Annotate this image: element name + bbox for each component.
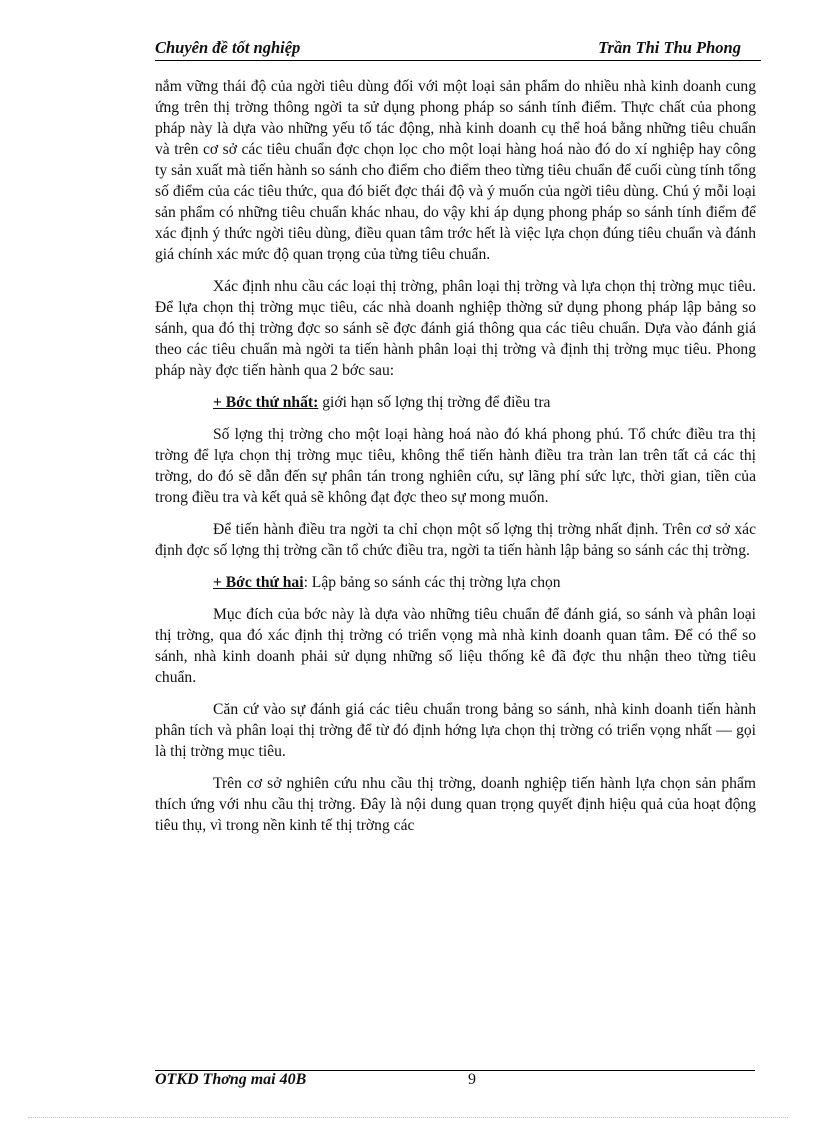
header-author: Trần Thi Thu Phong	[598, 38, 741, 57]
paragraph: Để tiến hành điều tra ngời ta chỉ chọn một số lợng thị trờng nhất định. Trên cơ sở xác định đợc số lợng thị trờng cần tổ chức điều tra, ngời ta tiến hành lập bảng so sánh các thị trờng.	[155, 521, 756, 559]
step-one	[155, 392, 756, 413]
page-header	[155, 38, 761, 61]
step-one-text: giới hạn số lợng thị trờng để điều tra	[318, 394, 551, 411]
page-edge-divider	[28, 1117, 788, 1118]
header-title: Chuyên đề tốt nghiệp	[155, 38, 301, 57]
step-two	[155, 572, 756, 593]
page-number: 9	[468, 1071, 476, 1088]
paragraph: Xác định nhu cầu các loại thị trờng, phân loại thị trờng và lựa chọn thị trờng mục tiêu. Để lựa chọn thị trờng mục tiêu, các nhà doanh nghiệp thờng sử dụng phong pháp lập bảng so sánh, qua đó thị trờng đợc so sánh sẽ đợc đánh giá thông qua các tiêu chuẩn. Dựa vào đánh giá theo các tiêu chuẩn mà ngời ta tiến hành phân loại thị trờng và định thị trờng mục tiêu. Phong pháp này đợc tiến hành qua 2 bớc sau:	[155, 278, 756, 379]
page-footer	[155, 1070, 755, 1093]
step-two-text: : Lập bảng so sánh các thị trờng lựa chọn	[303, 574, 561, 591]
step-one-heading: + Bớc thứ nhất:	[213, 394, 319, 411]
paragraph: Số lợng thị trờng cho một loại hàng hoá nào đó khá phong phú. Tổ chức điều tra thị trờng để lựa chọn thị trờng mục tiêu, không thể tiến hành điều tra tràn lan trên tất cả các thị trờng, do đó sẽ dẫn đến sự phân tán trong nghiên cứu, sự lãng phí sức lực, thời gian, tiền của trong điều tra và kết quả sẽ không đạt đợc theo sự mong muốn.	[155, 426, 756, 506]
paragraph: Căn cứ vào sự đánh giá các tiêu chuẩn trong bảng so sánh, nhà kinh doanh tiến hành phân tích và phân loại thị trờng để từ đó định hớng lựa chọn thị trờng có triển vọng nhất — gọi là thị trờng mục tiêu.	[155, 701, 756, 760]
page-body	[155, 76, 756, 847]
paragraph: Trên cơ sở nghiên cứu nhu cầu thị trờng, doanh nghiệp tiến hành lựa chọn sản phẩm thích ứng với nhu cầu thị trờng. Đây là nội dung quan trọng quyết định hiệu quả của hoạt động tiêu thụ, vì trong nền kinh tế thị trờng các	[155, 775, 756, 834]
paragraph: Mục đích của bớc này là dựa vào những tiêu chuẩn để đánh giá, so sánh và phân loại thị trờng, qua đó xác định thị trờng có triển vọng mà nhà kinh doanh quan tâm. Để có thể so sánh, nhà kinh doanh phải sử dụng những số liệu thống kê đã đợc thu nhận theo từng tiêu chuẩn.	[155, 606, 756, 686]
step-two-heading: + Bớc thứ hai	[213, 574, 304, 591]
footer-course: OTKD Thơng mai 40B	[155, 1071, 307, 1088]
paragraph: nắm vững thái độ của ngời tiêu dùng đối với một loại sản phẩm do nhiều nhà kinh doanh cung ứng trên thị trờng thông ngời ta sử dụng phong pháp so sánh tính điểm. Thực chất của phong pháp này là dựa vào những yếu tố tác động, nhà kinh doanh cụ thể hoá bằng những tiêu chuẩn và trên cơ sở các tiêu chuẩn đợc chọn lọc cho một loại hàng hoá nào đó do xí nghiệp hay công ty sản xuất mà tiến hành so sánh cho điểm cho điểm theo từng tiêu chuẩn để cuối cùng tính tổng số điểm của các tiêu thức, qua đó biết đợc thái độ và ý muốn của ngời tiêu dùng. Chú ý mỗi loại sản phẩm có những tiêu chuẩn khác nhau, do vậy khi áp dụng phong pháp so sánh tính điểm để xác định ý thức ngời tiêu dùng, điều quan tâm trớc hết là việc lựa chọn đúng tiêu chuẩn và đánh giá chính xác mức độ quan trọng của từng tiêu chuẩn.	[155, 78, 756, 263]
